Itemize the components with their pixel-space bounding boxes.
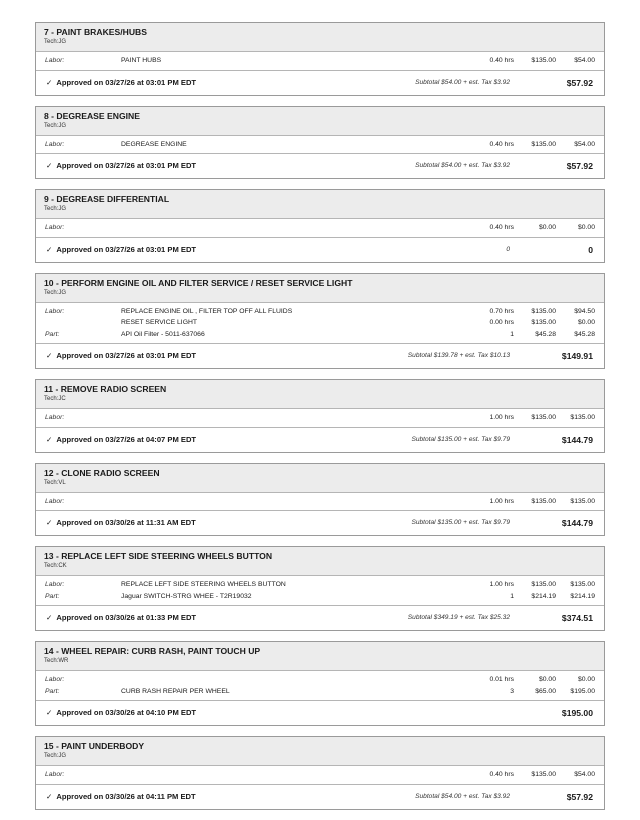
line-price: $65.00 (535, 687, 556, 695)
line-type: Labor: (45, 140, 65, 148)
line-price: $214.19 (531, 592, 556, 600)
job-subtotal: Subtotal $135.00 + est. Tax $9.79 (411, 519, 510, 526)
line-description: CURB RASH REPAIR PER WHEEL (121, 687, 230, 695)
job-grand-total: $57.92 (566, 791, 593, 802)
line-description: REPLACE ENGINE OIL , FILTER TOP OFF ALL FLUIDS (121, 307, 293, 315)
line-price: $135.00 (531, 771, 556, 778)
line-description: API Oil Filter - 5011-637066 (121, 330, 205, 338)
line-type: Labor: (45, 497, 65, 505)
job-tech: Tech:WR (44, 658, 69, 664)
job-subtotal: Subtotal $54.00 + est. Tax $3.92 (415, 78, 510, 86)
line-item (36, 317, 604, 329)
line-price: $45.28 (535, 330, 556, 338)
checkmark-icon: ✓ (46, 518, 53, 527)
line-item (36, 306, 604, 318)
line-quantity: 0.40 hrs (489, 57, 514, 64)
job-header (36, 190, 604, 219)
checkmark-icon: ✓ (46, 161, 53, 170)
checkmark-icon: ✓ (46, 351, 53, 360)
line-price: $0.00 (538, 676, 556, 683)
job-lines (36, 136, 604, 155)
line-quantity: 3 (510, 687, 514, 695)
job-card (35, 641, 605, 726)
job-title: 10 - PERFORM ENGINE OIL AND FILTER SERVICE / RESET SERVICE LIGHT (44, 277, 353, 288)
job-grand-total: $57.92 (566, 161, 593, 171)
job-title: 11 - REMOVE RADIO SCREEN (44, 384, 167, 394)
line-quantity: 0.00 hrs (489, 319, 514, 326)
line-total: $0.00 (577, 676, 595, 683)
job-footer (36, 606, 604, 630)
job-grand-total: $57.92 (566, 77, 593, 88)
line-quantity: 0.01 hrs (489, 676, 514, 683)
job-card (35, 736, 605, 810)
job-tech: Tech:JG (44, 39, 67, 45)
job-title: 15 - PAINT UNDERBODY (44, 741, 145, 751)
line-quantity: 1.00 hrs (489, 497, 514, 505)
approval-text: Approved on 03/27/26 at 03:01 PM EDT (56, 77, 197, 87)
checkmark-icon: ✓ (46, 434, 53, 444)
approval-status (46, 606, 196, 630)
line-price: $135.00 (531, 307, 556, 315)
job-lines (36, 576, 604, 606)
line-item (36, 591, 604, 603)
line-item (36, 674, 604, 686)
job-tech: Tech:JC (44, 396, 66, 402)
line-item (36, 686, 604, 698)
line-total: $214.19 (570, 592, 595, 600)
approval-status (46, 428, 196, 452)
line-total: $135.00 (570, 414, 595, 421)
job-subtotal: Subtotal $139.78 + est. Tax $10.13 (407, 352, 510, 359)
job-header (36, 547, 604, 576)
line-quantity: 0.40 hrs (489, 140, 514, 148)
line-item (36, 222, 604, 234)
line-total: $135.00 (570, 497, 595, 505)
job-title: 8 - DEGREASE ENGINE (44, 110, 140, 121)
job-card (35, 189, 605, 263)
job-subtotal: Subtotal $54.00 + est. Tax $3.92 (415, 792, 510, 800)
line-type: Labor: (45, 676, 65, 683)
job-title: 14 - WHEEL REPAIR: CURB RASH, PAINT TOUCH UP (44, 646, 261, 656)
job-header (36, 274, 604, 303)
job-card (35, 106, 605, 180)
line-item (36, 412, 604, 424)
line-total: $135.00 (570, 581, 595, 588)
line-type: Labor: (45, 414, 65, 421)
job-footer (36, 511, 604, 535)
line-type: Labor: (45, 57, 65, 64)
approval-status (46, 154, 196, 178)
job-lines (36, 52, 604, 71)
job-card (35, 273, 605, 370)
line-item (36, 139, 604, 151)
approval-status (46, 71, 196, 95)
line-item (36, 55, 604, 67)
line-quantity: 0.70 hrs (489, 307, 514, 315)
job-grand-total: $144.79 (561, 518, 593, 528)
approval-status (46, 785, 196, 809)
line-price: $135.00 (531, 581, 556, 588)
job-grand-total: 0 (588, 244, 593, 255)
approval-text: Approved on 03/30/26 at 11:31 AM EDT (56, 518, 196, 527)
job-lines (36, 493, 604, 512)
approval-text: Approved on 03/30/26 at 01:33 PM EDT (56, 613, 197, 622)
line-type: Part: (45, 330, 60, 338)
line-total: $45.28 (574, 330, 595, 338)
line-price: $0.00 (538, 224, 556, 231)
job-grand-total: $149.91 (561, 351, 593, 361)
line-quantity: 1.00 hrs (489, 581, 514, 588)
job-header (36, 107, 604, 136)
line-type: Part: (45, 687, 60, 695)
approval-status (46, 511, 196, 535)
job-header (36, 642, 604, 671)
job-title: 12 - CLONE RADIO SCREEN (44, 467, 160, 478)
job-title: 13 - REPLACE LEFT SIDE STEERING WHEELS BUTTON (44, 551, 273, 561)
line-description: Jaguar SWITCH-STRG WHEE - T2R19032 (121, 592, 252, 600)
checkmark-icon: ✓ (46, 77, 53, 87)
line-price: $135.00 (531, 57, 556, 64)
line-price: $135.00 (531, 319, 556, 326)
job-grand-total: $144.79 (561, 434, 593, 445)
job-header (36, 737, 604, 766)
job-footer (36, 154, 604, 178)
job-card (35, 379, 605, 453)
line-type: Part: (45, 592, 60, 600)
line-quantity: 0.40 hrs (489, 771, 514, 778)
approval-status (46, 344, 196, 368)
job-footer (36, 785, 604, 809)
approval-text: Approved on 03/30/26 at 04:10 PM EDT (56, 708, 197, 717)
line-item (36, 329, 604, 341)
job-lines (36, 219, 604, 238)
job-tech: Tech:VL (44, 479, 66, 486)
approval-status (46, 238, 196, 262)
job-tech: Tech:JG (44, 753, 67, 759)
job-header (36, 380, 604, 409)
job-card (35, 463, 605, 537)
line-quantity: 1.00 hrs (489, 414, 514, 421)
line-description: REPLACE LEFT SIDE STEERING WHEELS BUTTON (121, 581, 286, 588)
line-quantity: 1 (510, 592, 514, 600)
job-footer (36, 428, 604, 452)
checkmark-icon: ✓ (46, 244, 53, 254)
line-type: Labor: (45, 581, 65, 588)
checkmark-icon: ✓ (46, 791, 53, 801)
line-quantity: 0.40 hrs (489, 224, 514, 231)
job-title: 7 - PAINT BRAKES/HUBS (44, 27, 147, 37)
checkmark-icon: ✓ (46, 613, 53, 622)
line-description: DEGREASE ENGINE (121, 140, 187, 148)
line-type: Labor: (45, 224, 65, 231)
line-type: Labor: (45, 771, 65, 778)
line-description: PAINT HUBS (121, 57, 162, 64)
line-quantity: 1 (510, 330, 514, 338)
job-subtotal: Subtotal $54.00 + est. Tax $3.92 (415, 162, 510, 169)
line-total: $94.50 (574, 307, 595, 315)
line-item (36, 769, 604, 781)
job-grand-total: $195.00 (561, 708, 593, 718)
job-subtotal: 0 (506, 245, 510, 253)
job-title: 9 - DEGREASE DIFFERENTIAL (44, 194, 170, 204)
line-price: $135.00 (531, 414, 556, 421)
job-subtotal: Subtotal $135.00 + est. Tax $9.79 (411, 435, 510, 443)
job-header (36, 464, 604, 493)
line-total: $54.00 (574, 57, 595, 64)
job-tech: Tech:JG (44, 289, 67, 296)
approval-text: Approved on 03/27/26 at 03:01 PM EDT (56, 244, 197, 254)
job-card (35, 22, 605, 96)
job-lines (36, 671, 604, 701)
line-total: $54.00 (574, 771, 595, 778)
job-footer (36, 701, 604, 725)
line-item (36, 579, 604, 591)
line-item (36, 496, 604, 508)
job-tech: Tech:JG (44, 122, 67, 129)
job-footer (36, 71, 604, 95)
job-subtotal: Subtotal $349.19 + est. Tax $25.32 (407, 614, 510, 621)
line-description: RESET SERVICE LIGHT (121, 319, 198, 326)
line-price: $135.00 (531, 497, 556, 505)
line-price: $135.00 (531, 140, 556, 148)
approval-text: Approved on 03/30/26 at 04:11 PM EDT (56, 791, 196, 801)
job-header (36, 23, 604, 52)
job-tech: Tech:CK (44, 563, 67, 569)
approval-text: Approved on 03/27/26 at 03:01 PM EDT (56, 351, 197, 360)
job-footer (36, 344, 604, 368)
line-total: $0.00 (577, 319, 595, 326)
job-lines (36, 409, 604, 428)
job-card (35, 546, 605, 631)
approval-text: Approved on 03/27/26 at 03:01 PM EDT (56, 161, 197, 170)
line-total: $54.00 (574, 140, 595, 148)
estimate-sheet (35, 22, 605, 820)
job-lines (36, 303, 604, 345)
job-grand-total: $374.51 (561, 613, 593, 623)
checkmark-icon: ✓ (46, 708, 53, 717)
job-lines (36, 766, 604, 785)
approval-text: Approved on 03/27/26 at 04:07 PM EDT (56, 434, 197, 444)
line-type: Labor: (45, 307, 65, 315)
line-total: $195.00 (570, 687, 595, 695)
job-tech: Tech:JG (44, 206, 67, 212)
line-total: $0.00 (577, 224, 595, 231)
job-footer (36, 238, 604, 262)
approval-status (46, 701, 196, 725)
